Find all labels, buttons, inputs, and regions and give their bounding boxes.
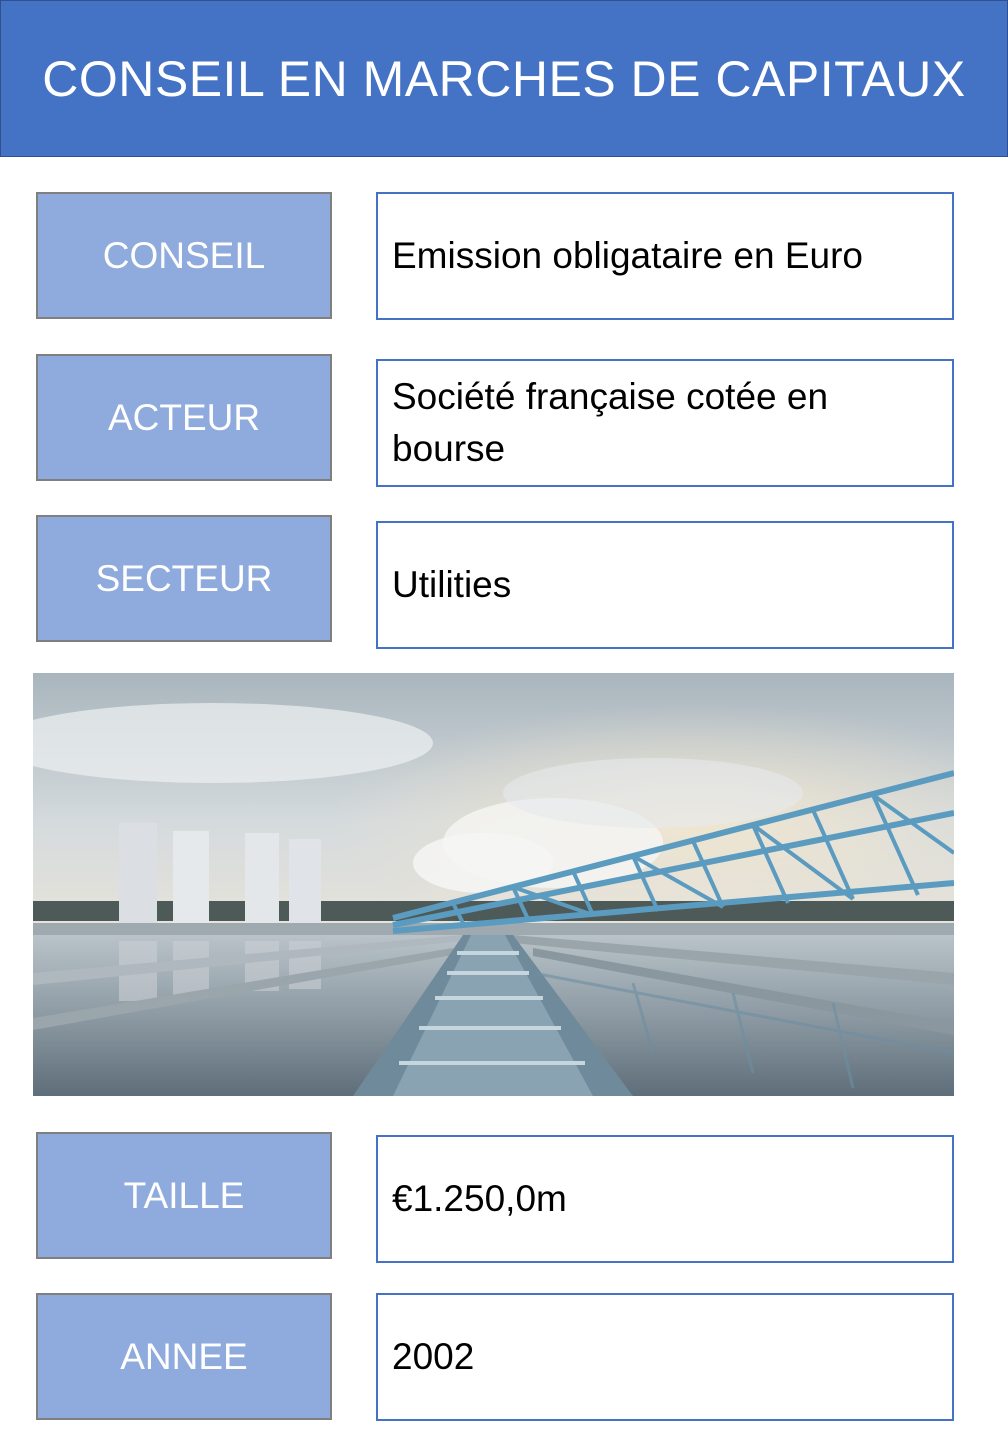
value-secteur: Utilities — [376, 521, 954, 649]
label-acteur: ACTEUR — [36, 354, 332, 481]
water-treatment-photo — [33, 673, 954, 1096]
value-conseil: Emission obligataire en Euro — [376, 192, 954, 320]
label-secteur: SECTEUR — [36, 515, 332, 642]
label-annee: ANNEE — [36, 1293, 332, 1420]
value-taille: €1.250,0m — [376, 1135, 954, 1263]
label-conseil: CONSEIL — [36, 192, 332, 319]
label-taille: TAILLE — [36, 1132, 332, 1259]
page-header — [0, 0, 1008, 157]
page-title: CONSEIL EN MARCHES DE CAPITAUX — [42, 50, 966, 107]
value-acteur: Société française cotée en bourse — [376, 359, 954, 487]
value-annee: 2002 — [376, 1293, 954, 1421]
